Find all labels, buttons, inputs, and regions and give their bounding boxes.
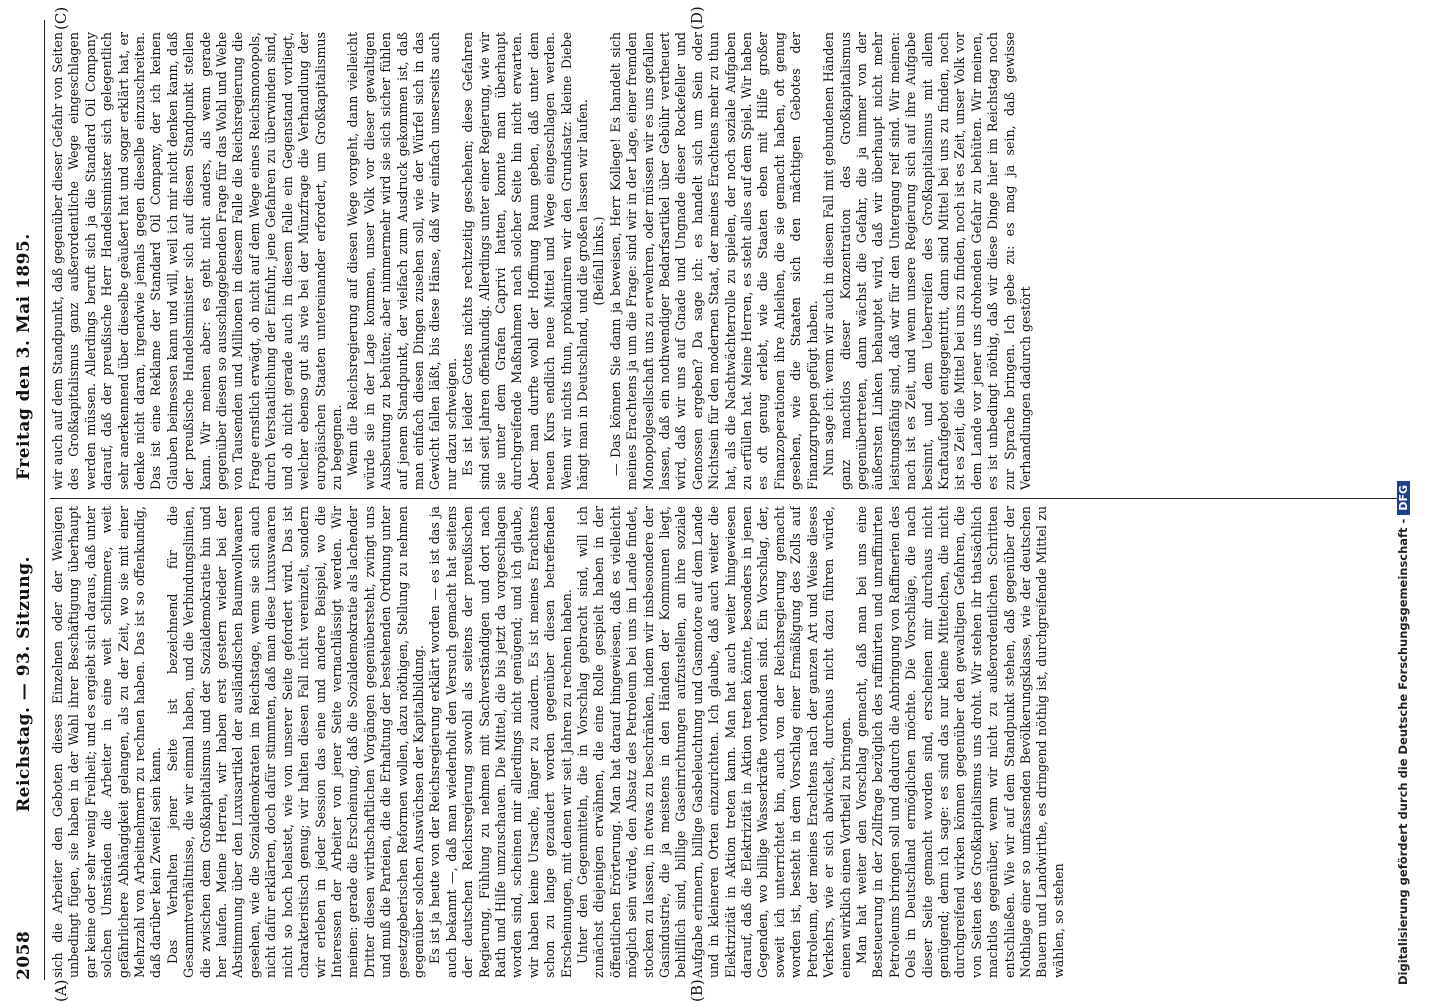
applause-note: (Beifall links.) xyxy=(591,216,607,306)
left-paragraph: Man hat weiter den Vorschlag gemacht, daß man bei uns eine Besteuerung in der Zollfrage bezüglich des raffinirten und unraffinirten Petroleums bringen soll und dadurch die Anbringung von Raffinerien des Oels in Deutschland ermöglichen möchte. Die Vorschläge, die nach dieser Seite gemacht worden sind, erscheinen mir durchaus nicht genügend; denn ich sage: es sind das nur kleine Mittelchen, die nicht durchgreifend wirken können gegenüber den gewaltigen Gefahren, die von Seiten des Großkapitalismus uns droht. Wir stehen ihr thatsächlich machtlos gegenüber, wenn wir nicht zu außerordentlichen Schritten entschließen. Wie wir auf dem Standpunkt stehen, daß gegenüber der Nothlage einer so umfassenden Bevölkerungsklasse, wie der deutschen Bauern und Landwirthe, es dringend nöthig ist, durchgreifende Mittel zu wählen, so stehen xyxy=(853,506,1066,978)
left-paragraph: sich die Arbeiter den Geboten dieses Einzelnen oder der Wenigen unbedingt fügen, sie haben in der Wahl ihrer Beschäftigung überhaupt gar keine oder sehr wenig Freiheit; und es ergiebt sich daraus, daß unter solchen Umständen die Arbeiter in eine weit schlimmere, weit gefährlichere Abhängigkeit gelangen, als zu der Zeit, wo sie mit einer Mehrzahl von Arbeitnehmern zu rechnen haben. Das ist so offenkundig, daß darüber kein Zweifel sein kann. xyxy=(50,506,164,978)
right-column xyxy=(50,32,1420,490)
right-paragraph: Nun sage ich: wenn wir auch in diesem Fall mit gebundenen Händen ganz machtlos dieser Konzentration des Großkapitalismus gegenübertreten, dann wächst die Gefahr, die ja immer von der äußersten Linken behauptet wird, daß wir überhaupt nicht mehr leistungsfähig sind, daß wir für den Untergang reif sind. Wir meinen: nach ist es Zeit, und wenn unsere Regierung sich auf ihre Aufgabe besinnt, und dem Ueberreifen des Großkapitalismus mit allem Kraftaufgebot entgegentritt, dann sind Mittel bei uns zu finden, noch ist es Zeit, die Mittel bei uns zu finden, noch ist es Zeit, unser Volk vor dem Lande vor jener uns drohenden Gefahr zu behüten. Wir meinen, es ist unbedingt nöthig, daß wir diese Dinge hier im Reichstag noch zur Sprache bringen. Ich gebe zu: es mag ja sein, daß gewisse Verhandlungen dadurch gestört xyxy=(821,32,1033,490)
right-running-head: Freitag den 3. Mai 1895. xyxy=(14,233,34,480)
digitization-credit xyxy=(1396,481,1410,985)
margin-letter-b: (B) xyxy=(688,979,706,1002)
left-column xyxy=(50,506,1420,978)
right-paragraph: Wenn die Reichsregierung auf diesen Wege vorgeht, dann vielleicht würde sie in der Lage kommen, unser Volk vor dieser gewaltigen Ausbeutung zu behüten; aber nimmermehr wird sie sich sicher fühlen auf jenem Standpunkt, der vielfach zum Ausdruck gekommen ist, daß man einfach diesen Dingen zusehen soll, wie der Würfel sich in das Gewicht fallen läßt, bis diese Hänse, daß wir einfach unserseits auch nur dazu schweigen. xyxy=(345,32,459,490)
left-paragraph: Es ist ja heute von der Reichsregierung erklärt worden — es ist das ja auch bekannt —, daß man wiederholt den Versuch gemacht hat seitens der deutschen Reichsregierung sowohl als seitens der preußischen Regierung, Fühlung zu nehmen mit Sachverständigen und dort nach Rath und Hilfe umzuschauen. Die Mittel, die bis jetzt da vorgeschlagen worden sind, scheinen mir allerdings nicht genügend; und ich glaube, wir haben keine Ursache, länger zu zaudern. Es ist meines Erachtens schon zu lange gezaudert worden gegenüber diesen betreffenden Erscheinungen, mit denen wir seit Jahren zu rechnen haben. xyxy=(427,506,574,978)
page-number: 2058 xyxy=(14,930,34,980)
column-divider xyxy=(50,498,1410,499)
margin-letter-d: (D) xyxy=(688,6,706,30)
margin-letter-a: (A) xyxy=(52,979,70,1002)
left-paragraph: Das Verhalten jener Seite ist bezeichnend für die Gesammtverhältnisse, die wir einmal haben, und die Verbindungslinien, die zwischen dem Großkapitalismus und der Sozialdemokratie hin und her laufen. Meine Herren, wir haben erst gestern wieder bei der Abstimmung über den Luxusartikel der ausländischen Baumwollwaaren gesehen, wie die Sozialdemokraten im Reichstage, wenn sie sich auch nicht dafür erklärten, doch dafür stimmten, daß man diese Luxuswaaren nicht so hoch belastet, wie von unserer Seite gefordert wird. Das ist charakteristisch genug; wir halten diesen Fall nicht vereinzelt, sondern wir erleben in jeder Session das eine und andere Beispiel, wo die Interessen der Arbeiter von jener Seite vernachlässigt werden. Wir meinen: gerade die Erscheinung, daß die Sozialdemokratie als lachender Dritter diesen wirthschaftlichen Vorgängen gegenübersteht, zwingt uns und muß die Parteien, die die Erhaltung der bestehenden Ordnung unter gesetzgeberischen Reformen wollen, dazu nöthigen, Stellung zu nehmen gegenüber solchen Auswüchsen der Kapitalbildung. xyxy=(164,506,426,978)
right-paragraph: Es ist leider Gottes nichts rechtzeitig geschehen; diese Gefahren sind seit Jahren offenkundig. Allerdings unter einer Regierung, wie wir sie unter dem Grafen Caprivi hatten, konnte man überhaupt durchgreifende Maßnahmen nach solcher Seite hin nicht erwarten. Aber man durfte wohl der Hoffnung Raum geben, daß unter dem neuen Kurs endlich neue Mittel und Wege eingeschlagen werden. Wenn wir nichts thun, proklamiren wir den Grundsatz: kleine Diebe hängt man in Deutschland, und die großen lassen wir laufen. xyxy=(460,32,590,490)
right-paragraph: wir auch auf dem Standpunkt, daß gegenüber dieser Gefahr von Seiten des Großkapitalismus ganz außerordentliche Wege eingeschlagen werden müssen. Allerdings beruft sich ja die Standard Oil Company darauf, daß der preußische Herr Handelsminister sich gelegentlich sehr anerkennend über dieselbe geäußert hat und sogar erklärt hat, er denke nicht daran, irgendwie jemals gegen dieselbe einzuschreiten. Das ist eine Reklame der Standard Oil Company, der ich keinen Glauben beimessen kann und will, weil ich mir nicht denken kann, daß der preußische Handelsminister sich auf diesen Standpunkt stellen kann. Wir meinen aber: es geht nicht anders, als wenn gerade gegenüber diesen so ausschlaggebenden Frage für das Wohl und Wehe von Tausenden und Millionen in diesem Falle die Reichsregierung die Frage ernstlich erwägt, ob nicht auf dem Wege eines Reichsmonopols, durch Verstaatlichung der Einfuhr, jene Gefahren zu überwinden sind, und ob nicht gerade auch in diesem Falle ein Gegenstand vorliegt, welcher ebenso gut als wie bei der Münzfrage die Verhandlung der europäischen Staaten untereinander erfordert, um Großkapitalismus zu begegnen. xyxy=(50,32,344,490)
left-running-head: Reichstag. — 93. Sitzung. xyxy=(14,556,34,812)
header-rule xyxy=(44,20,45,980)
left-paragraph: Unter den Gegenmitteln, die in Vorschlag gebracht sind, will ich zunächst diejenigen erwähnen, die eine Rolle gespielt haben in der öffentlichen Erörterung. Man hat darauf hingewiesen, daß es vielleicht möglich sein würde, den Absatz des Petroleum bei uns im Lande findet, stocken zu lassen, in etwas zu beschränken, indem wir insbesondere der Gasindustrie, die ja meistens in den Händen der Kommunen liegt, behilflich sind, billige Gaseinrichtungen aufzustellen, an ihre soziale Aufgabe erinnern, billige Gasbeleuchtung und Gasmotore auf dem Lande und in kleineren Orten einzurichten. Ich glaube, daß auch weiter die Elektrizität in Aktion treten kann. Man hat auch weiter hingewiesen darauf, daß die Elektrizität in Aktion treten könnte, besonders in jenen Gegenden, wo billige Wasserkräfte vorhanden sind. Ein Vorschlag, der, soweit ich unterrichtet bin, auch von der Reichsregierung gemacht worden ist, besteht in dem Vorschlag einer Ermäßigung des Zolls auf Petroleum, der meines Erachtens nach der ganzen Art und Weise dieses Verkehrs, wie er sich abwickelt, durchaus nicht dazu führen würde, einen wirklich einen Vortheil zu bringen. xyxy=(575,506,853,978)
dfg-logo: DFG xyxy=(1397,481,1410,515)
margin-letter-c: (C) xyxy=(52,6,70,30)
right-paragraph: — Das können Sie dann ja beweisen, Herr Kollege! Es handelt sich meines Erachtens ja um die Frage: sind wir in der Lage, einer fremden Monopolgesellschaft uns zu erwehren, oder müssen wir es uns gefallen lassen, daß ein nothwendiger Bedarfsartikel über Gebühr vertheuert wird, daß wir uns auf Gnade und Ungnade dieser Rockefeller und Genossen ergeben? Da sage ich: es handelt sich um Sein oder Nichtsein für den modernen Staat, der meines Erachtens mehr zu thun hat, als die Nachtwächterrolle zu spielen, der noch soziale Aufgaben zu erfüllen hat. Meine Herren, es steht alles auf dem Spiel. Wir haben es oft genug erlebt, wie die Staaten eben mit Hilfe großer Finanzoperationen ihre Anleihen, die sie gemacht haben, oft genug gesehen, wie die Staaten sich den mächtigen Gebotes der Finanzgruppen gefügt haben. xyxy=(607,32,820,490)
digitization-credit-text: Digitalisierung gefördert durch die Deutsche Forschungsgemeinschaft - xyxy=(1396,518,1410,985)
